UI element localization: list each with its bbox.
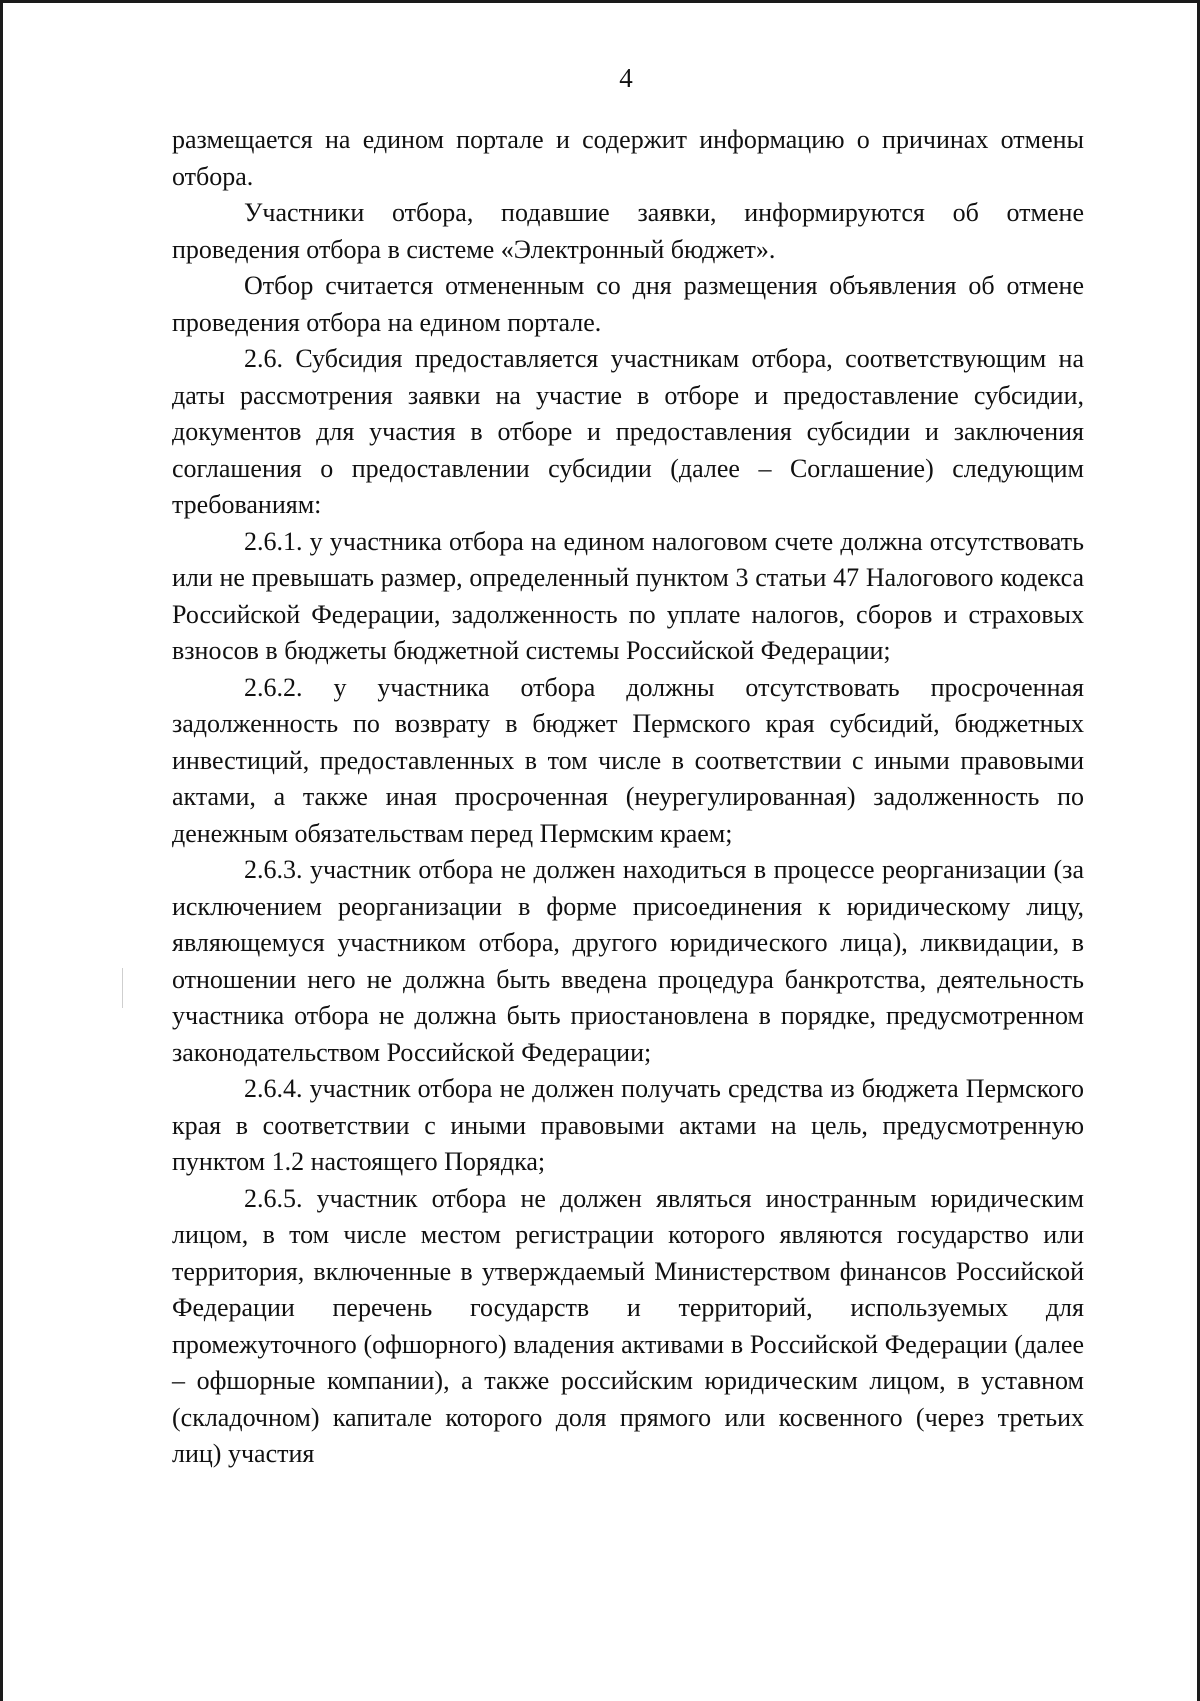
paragraph-selection-cancelled: Отбор считается отмененным со дня размещения объявления об отмене проведения отбора на едином портале. bbox=[172, 271, 1084, 337]
page-number: 4 bbox=[619, 63, 633, 93]
paragraph-2-6-2: 2.6.2. у участника отбора должны отсутствовать просроченная задолженность по возврату в бюджет Пермского края субсидий, бюджетных инвестиций, предоставленных в том числе в соответствии с иными правовыми актами, а также иная просроченная (неурегулированная) задолженность по денежным обязательствам перед Пермским краем; bbox=[172, 672, 1084, 848]
scan-edge-top bbox=[0, 0, 1200, 3]
paragraph-2-6-4: 2.6.4. участник отбора не должен получать средства из бюджета Пермского края в соответствии с иными правовыми актами на цель, предусмотренную пунктом 1.2 настоящего Порядка; bbox=[172, 1074, 1084, 1176]
paragraph-continuation: размещается на едином портале и содержит информацию о причинах отмены отбора. bbox=[172, 125, 1084, 191]
paragraph-2-6-1: 2.6.1. у участника отбора на едином налоговом счете должна отсутствовать или не превышать размер, определенный пунктом 3 статьи 47 Налогового кодекса Российской Федерации, задолженность по уплате налогов, сборов и страховых взносов в бюджеты бюджетной системы Российской Федерации; bbox=[172, 526, 1084, 665]
scan-edge-left bbox=[0, 0, 3, 1701]
paragraph-2-6-3: 2.6.3. участник отбора не должен находиться в процессе реорганизации (за исключением реорганизации в форме присоединения к юридическому лицу, являющемуся участником отбора, другого юридического лица), ликвидации, в отношении него не должна быть введена процедура банкротства, деятельность участника отбора не должна быть приостановлена в порядке, предусмотренном законодательством Российской Федерации; bbox=[172, 855, 1084, 1067]
document-body bbox=[172, 122, 1084, 1473]
paragraph-participants-notified: Участники отбора, подавшие заявки, информируются об отмене проведения отбора в системе «Электронный бюджет». bbox=[172, 198, 1084, 264]
paragraph-2-6: 2.6. Субсидия предоставляется участникам отбора, соответствующим на даты рассмотрения заявки на участие в отборе и предоставление субсидии, документов для участия в отборе и предоставления субсидии и заключения соглашения о предоставлении субсидии (далее – Соглашение) следующим требованиям: bbox=[172, 344, 1084, 519]
margin-mark bbox=[122, 968, 123, 1008]
paragraph-2-6-5: 2.6.5. участник отбора не должен являться иностранным юридическим лицом, в том числе местом регистрации которого являются государство или территория, включенные в утверждаемый Министерством финансов Российской Федерации перечень государств и территорий, используемых для промежуточного (офшорного) владения активами в Российской Федерации (далее – офшорные компании), а также российским юридическим лицом, в уставном (складочном) капитале которого доля прямого или косвенного (через третьих лиц) участия bbox=[172, 1183, 1084, 1468]
